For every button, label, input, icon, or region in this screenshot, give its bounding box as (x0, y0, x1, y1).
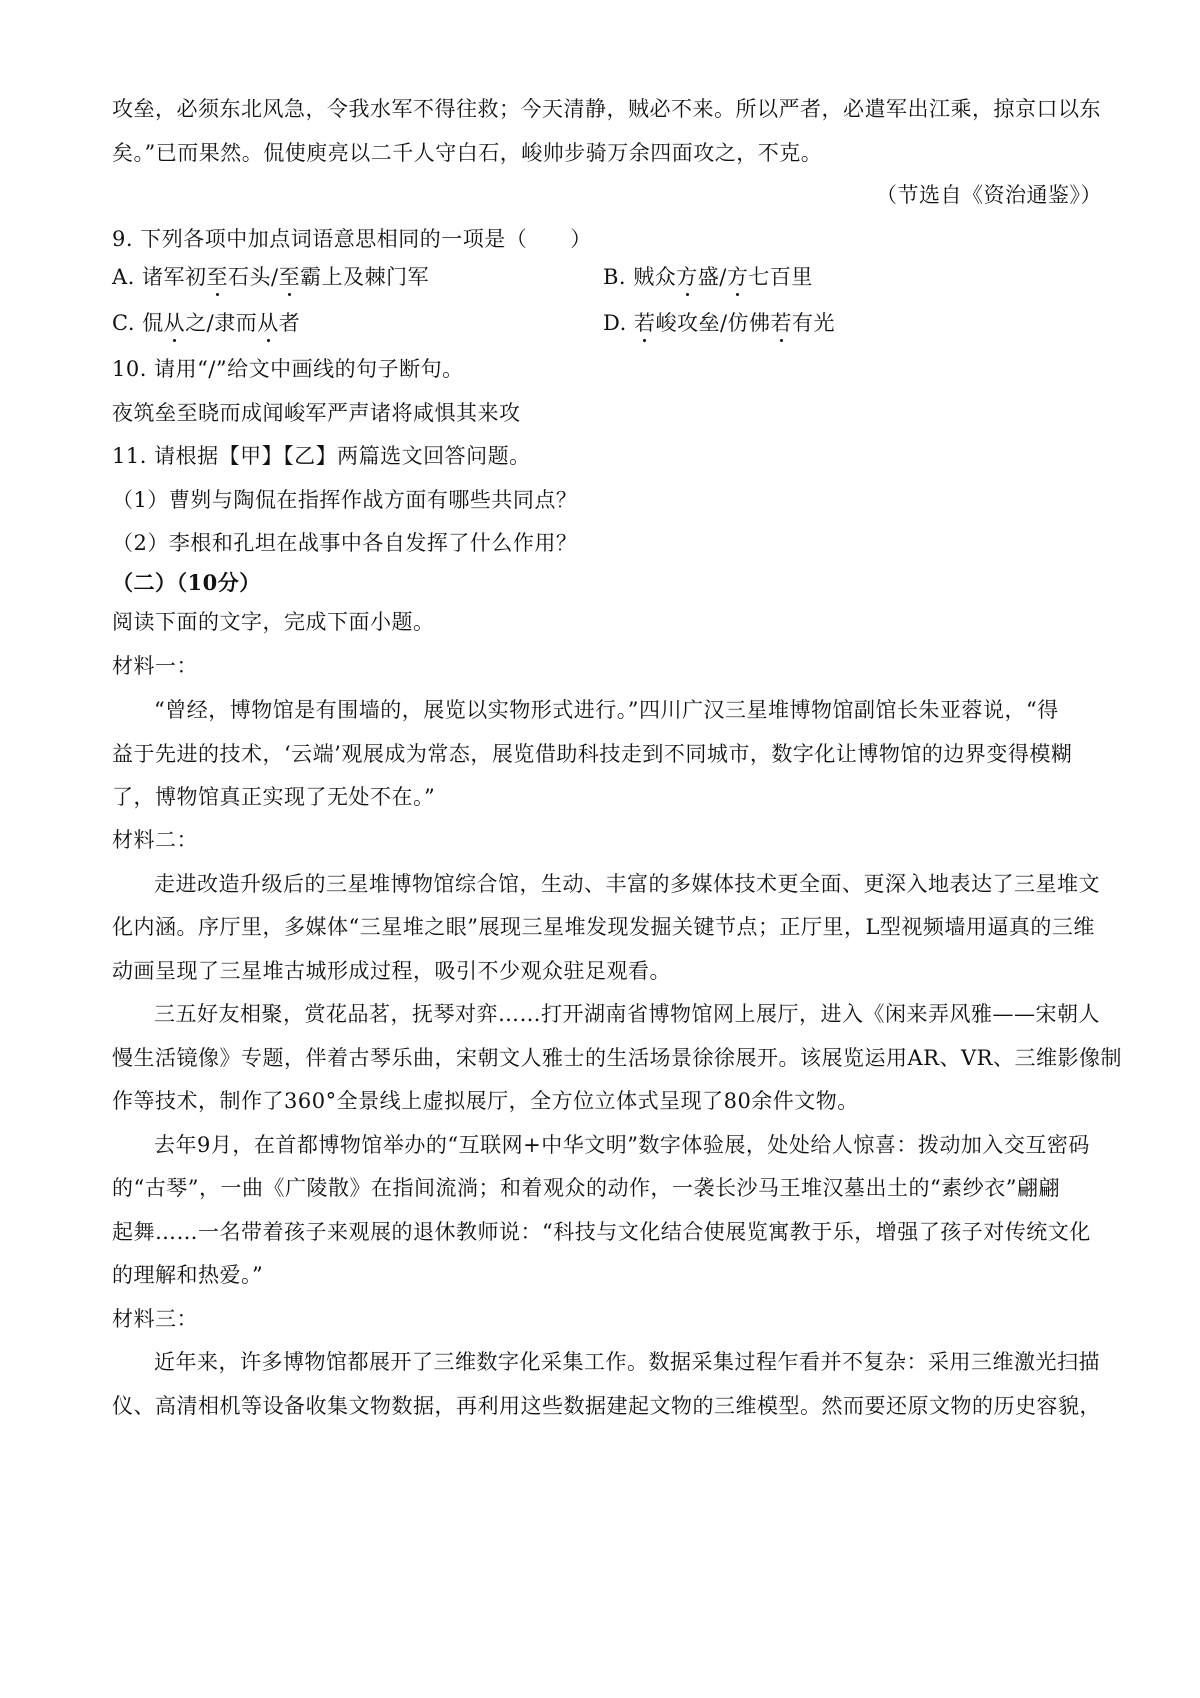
material-2-line: 慢生活镜像》专题，伴着古琴乐曲，宋朝文人雅士的生活场景徐徐展开。该展览运用AR、VR、三维影像制 (112, 1046, 1122, 1070)
option-d: D. 若峻攻垒/仿佛若有光 (603, 308, 835, 338)
dotted-word: 若 (771, 308, 793, 338)
option-b: B. 贼众方盛/方七百里 (603, 262, 813, 292)
material-3-line: 仪、高清相机等设备收集文物数据，再利用这些数据建起文物的三维模型。然而要还原文物的历史容貌， (112, 1394, 1101, 1418)
material-2-line: 化内涵。序厅里，多媒体“三星堆之眼”展现三星堆发现发掘关键节点；正厅里，L型视频墙用逼真的三维 (112, 915, 1095, 939)
material-1-label: 材料一： (112, 654, 198, 678)
dotted-word: 从 (164, 308, 186, 338)
material-3-label: 材料三： (112, 1307, 198, 1331)
material-2-line: 起舞……一名带着孩子来观展的退休教师说：“科技与文化结合使展览寓教于乐，增强了孩子对传统文化 (112, 1220, 1091, 1244)
dotted-word: 方 (676, 262, 698, 292)
dotted-word: 方 (727, 262, 749, 292)
question-11-stem: 11. 请根据【甲】【乙】两篇选文回答问题。 (112, 444, 531, 468)
dotted-word: 至 (207, 262, 229, 292)
material-2-line: 去年9月，在首都博物馆举办的“互联网+中华文明”数字体验展，处处给人惊喜：拨动加入交互密码 (154, 1133, 1090, 1157)
option-a: A. 诸军初至石头/至霸上及棘门军 (112, 262, 429, 292)
material-1-line: 益于先进的技术，‘云端’观展成为常态，展览借助科技走到不同城市，数字化让博物馆的边界变得模糊 (112, 742, 1073, 766)
dotted-word: 至 (279, 262, 301, 292)
material-2-label: 材料二： (112, 828, 198, 852)
material-1-line: 了，博物馆真正实现了无处不在。” (112, 785, 436, 809)
passage-source: （节选自《资治通鉴》） (876, 183, 1102, 207)
dotted-word: 从 (257, 308, 279, 338)
passage-line: 攻垒，必须东北风急，令我水军不得往救；今天清静，贼必不来。所以严者，必遣军出江乘，掠京口以东 (112, 97, 1101, 121)
question-10-sentence: 夜筑垒至晓而成闻峻军严声诸将咸惧其来攻 (112, 401, 521, 425)
material-2-line: 走进改造升级后的三星堆博物馆综合馆，生动、丰富的多媒体技术更全面、更深入地表达了三星堆文 (154, 872, 1100, 896)
question-11-sub2: （2）李根和孔坦在战事中各自发挥了什么作用？ (112, 531, 578, 555)
material-2-line: 动画呈现了三星堆古城形成过程，吸引不少观众驻足观看。 (112, 959, 671, 983)
passage-line: 矣。”已而果然。侃使庾亮以二千人守白石，峻帅步骑万余四面攻之，不克。 (112, 141, 823, 165)
material-2-line: 三五好友相聚，赏花品茗，抚琴对弈……打开湖南省博物馆网上展厅，进入《闲来弄风雅——宋朝人 (154, 1002, 1100, 1026)
material-2-line: 的“古琴”，一曲《广陵散》在指间流淌；和着观众的动作，一袭长沙马王堆汉墓出土的“素纱衣”翩翩 (112, 1176, 1060, 1200)
question-10-stem: 10. 请用“/”给文中画线的句子断句。 (112, 357, 464, 381)
section-instruction: 阅读下面的文字，完成下面小题。 (112, 610, 435, 634)
material-2-line: 的理解和热爱。” (112, 1263, 264, 1287)
material-3-line: 近年来，许多博物馆都展开了三维数字化采集工作。数据采集过程乍看并不复杂：采用三维激光扫描 (154, 1350, 1100, 1374)
dotted-word: 若 (634, 308, 656, 338)
material-2-line: 作等技术，制作了360°全景线上虚拟展厅，全方位立体式呈现了80余件文物。 (112, 1089, 859, 1113)
option-c: C. 侃从之/隶而从者 (112, 308, 300, 338)
question-9-stem: 9. 下列各项中加点词语意思相同的一项是（ ） (112, 227, 592, 251)
material-1-line: “曾经，博物馆是有围墙的，展览以实物形式进行。”四川广汉三星堆博物馆副馆长朱亚蓉说，“得 (154, 698, 1059, 722)
section-heading: （二）（10分） (112, 570, 261, 595)
question-11-sub1: （1）曹刿与陶侃在指挥作战方面有哪些共同点？ (112, 488, 578, 512)
